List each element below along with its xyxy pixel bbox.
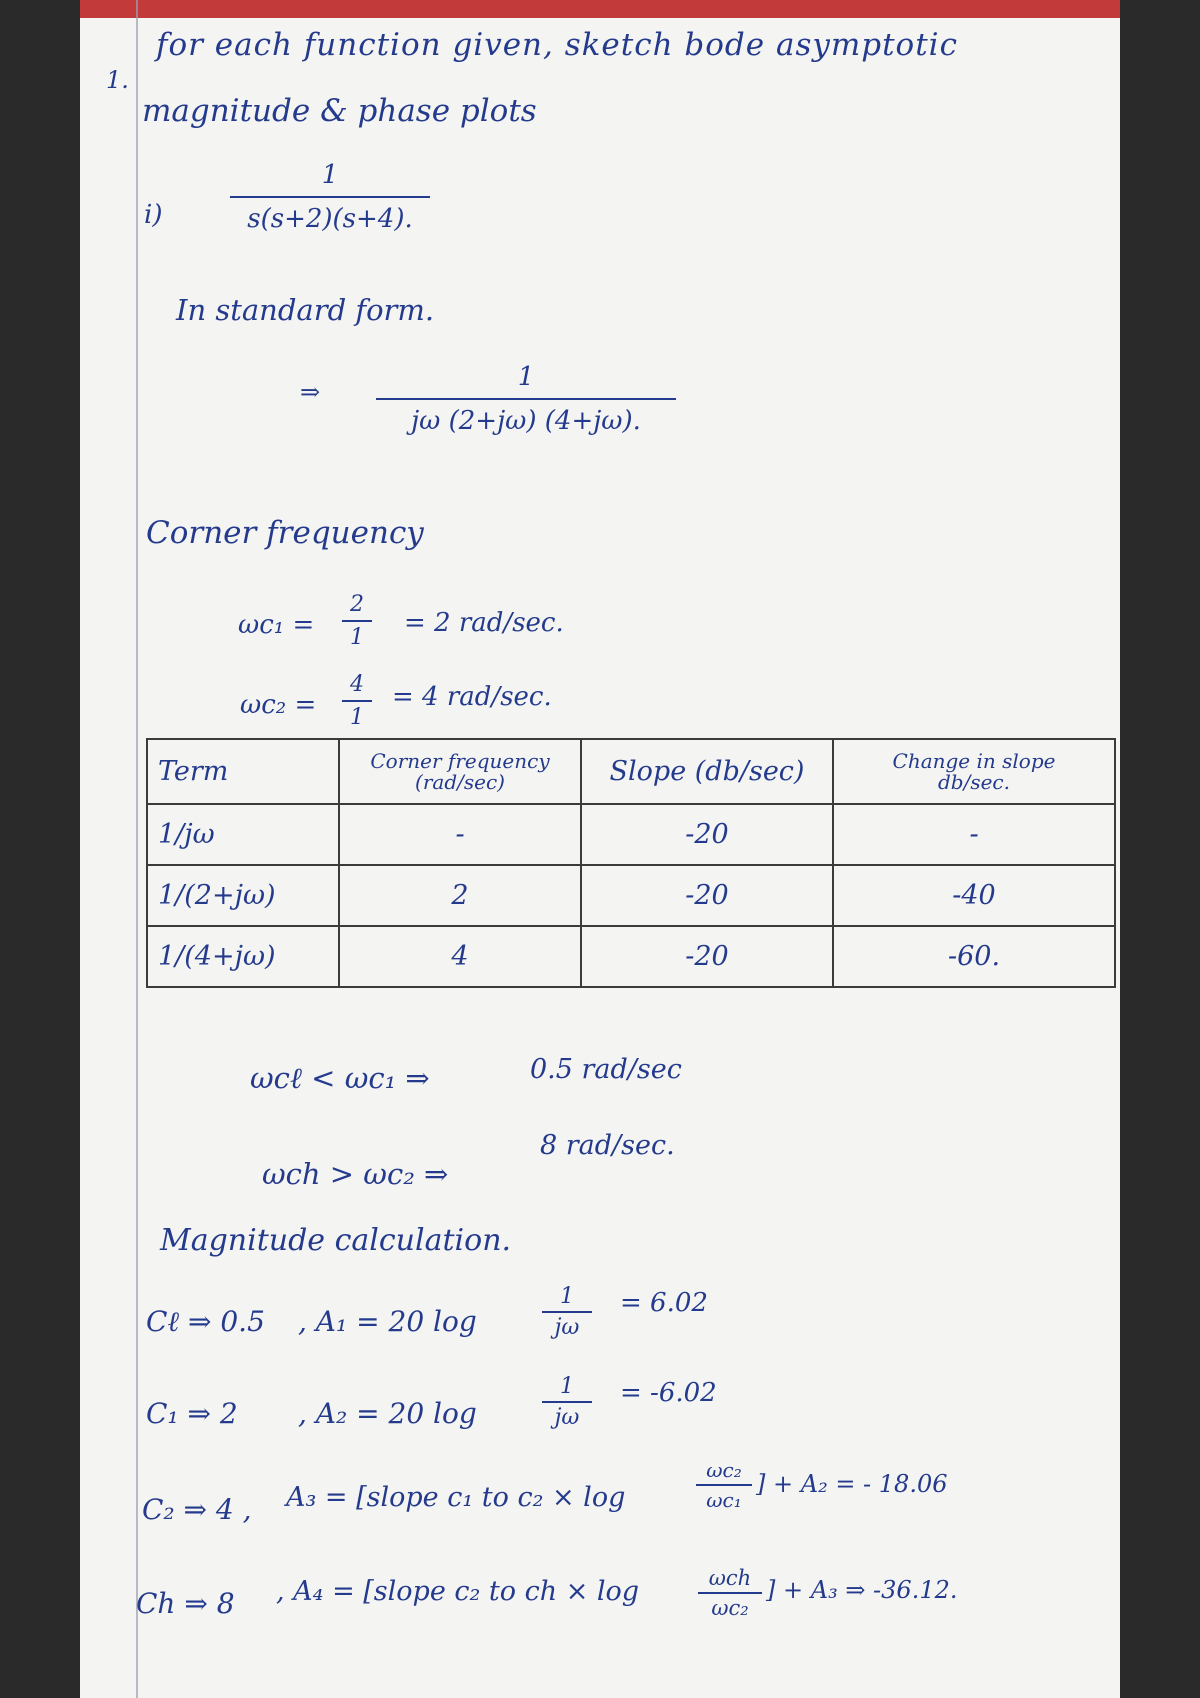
part-i-denominator: s(s+2)(s+4). xyxy=(247,204,413,234)
slope-table xyxy=(146,738,1116,988)
magnitude-row-1-left: Cℓ ⇒ 0.5 xyxy=(146,1305,265,1338)
magnitude-row-2-left: C₁ ⇒ 2 xyxy=(146,1397,238,1430)
question-line-1: for each function given, sketch bode asymptotic xyxy=(156,27,958,63)
magnitude-row-4-left: Ch ⇒ 8 xyxy=(136,1587,235,1620)
part-i-numerator: 1 xyxy=(321,160,339,190)
question-number: 1. xyxy=(106,66,129,94)
table-cell-slope: -20 xyxy=(581,926,833,987)
table-header-slope: Slope (db/sec) xyxy=(581,739,833,804)
fraction-bar xyxy=(342,620,372,622)
wc1-value: = 2 rad/sec. xyxy=(404,608,564,638)
wc1-fraction xyxy=(342,592,372,650)
standard-form-fraction xyxy=(376,362,676,436)
table-cell-corner: - xyxy=(339,804,581,865)
wc2-fraction xyxy=(342,672,372,730)
table-cell-slope: -20 xyxy=(581,865,833,926)
magnitude-row-1-fraction: 1 jω xyxy=(542,1284,592,1340)
fraction-bar xyxy=(696,1484,752,1486)
magnitude-row-4-right: ] + A₃ ⇒ -36.12. xyxy=(766,1576,958,1604)
magnitude-row-3-fraction: ωc₂ ωc₁ xyxy=(696,1458,752,1512)
table-cell-change: - xyxy=(833,804,1115,865)
standard-form-arrow: ⇒ xyxy=(300,378,321,406)
table-row xyxy=(147,926,1115,987)
magnitude-row-2-fraction: 1 jω xyxy=(542,1374,592,1430)
part-i-fraction xyxy=(230,160,430,234)
table-header-corner-frequency: Corner frequency (rad/sec) xyxy=(339,739,581,804)
magnitude-row-3-right: ] + A₂ = - 18.06 xyxy=(756,1470,948,1498)
question-line-2: magnitude & phase plots xyxy=(142,93,537,129)
magnitude-row-1-mid: , A₁ = 20 log xyxy=(298,1305,477,1338)
fraction-bar xyxy=(230,196,430,198)
wc2-numerator: 4 xyxy=(350,672,364,697)
fraction-bar xyxy=(342,700,372,702)
wc2-value: = 4 rad/sec. xyxy=(392,682,552,712)
wc2-denominator: 1 xyxy=(350,705,364,730)
table-cell-slope: -20 xyxy=(581,804,833,865)
magnitude-heading: Magnitude calculation. xyxy=(160,1223,512,1258)
table-cell-change: -60. xyxy=(833,926,1115,987)
table-row xyxy=(147,865,1115,926)
fraction-bar xyxy=(542,1401,592,1403)
table-cell-change: -40 xyxy=(833,865,1115,926)
fraction-bar xyxy=(542,1311,592,1313)
table-cell-corner: 2 xyxy=(339,865,581,926)
wc1-label: ωc₁ = xyxy=(238,610,315,640)
lower-frequency-label: ωcℓ < ωc₁ ⇒ xyxy=(250,1061,430,1095)
part-i-label: i) xyxy=(144,200,163,230)
table-row xyxy=(147,804,1115,865)
magnitude-row-4-mid: , A₄ = [slope c₂ to ch × log xyxy=(276,1576,640,1607)
fraction-bar xyxy=(698,1592,762,1594)
magnitude-row-1-right: = 6.02 xyxy=(620,1288,708,1318)
table-header-term: Term xyxy=(147,739,339,804)
wc2-label: ωc₂ = xyxy=(240,690,317,720)
magnitude-row-3-left: C₂ ⇒ 4 , xyxy=(142,1493,252,1526)
notebook-page xyxy=(80,0,1120,1698)
standard-form-numerator: 1 xyxy=(517,362,535,392)
wc1-denominator: 1 xyxy=(350,625,364,650)
magnitude-row-2-right: = -6.02 xyxy=(620,1378,717,1408)
standard-form-heading: In standard form. xyxy=(176,293,435,327)
magnitude-row-2-mid: , A₂ = 20 log xyxy=(298,1397,477,1430)
upper-frequency-value: 8 rad/sec. xyxy=(540,1130,675,1161)
table-header-row xyxy=(147,739,1115,804)
table-cell-term: 1/jω xyxy=(147,804,339,865)
wc1-numerator: 2 xyxy=(350,592,364,617)
table-cell-term: 1/(2+jω) xyxy=(147,865,339,926)
margin-line xyxy=(136,0,138,1698)
lower-frequency-value: 0.5 rad/sec xyxy=(530,1054,682,1085)
table-cell-corner: 4 xyxy=(339,926,581,987)
fraction-bar xyxy=(376,398,676,400)
table-cell-term: 1/(4+jω) xyxy=(147,926,339,987)
table-header-change-in-slope: Change in slope db/sec. xyxy=(833,739,1115,804)
magnitude-row-4-fraction: ωch ωc₂ xyxy=(698,1566,762,1620)
corner-frequency-heading: Corner frequency xyxy=(146,515,424,551)
standard-form-denominator: jω (2+jω) (4+jω). xyxy=(411,406,641,436)
page-edge-band xyxy=(80,0,1120,18)
upper-frequency-label: ωch > ωc₂ ⇒ xyxy=(262,1157,449,1191)
magnitude-row-3-mid: A₃ = [slope c₁ to c₂ × log xyxy=(286,1482,626,1513)
